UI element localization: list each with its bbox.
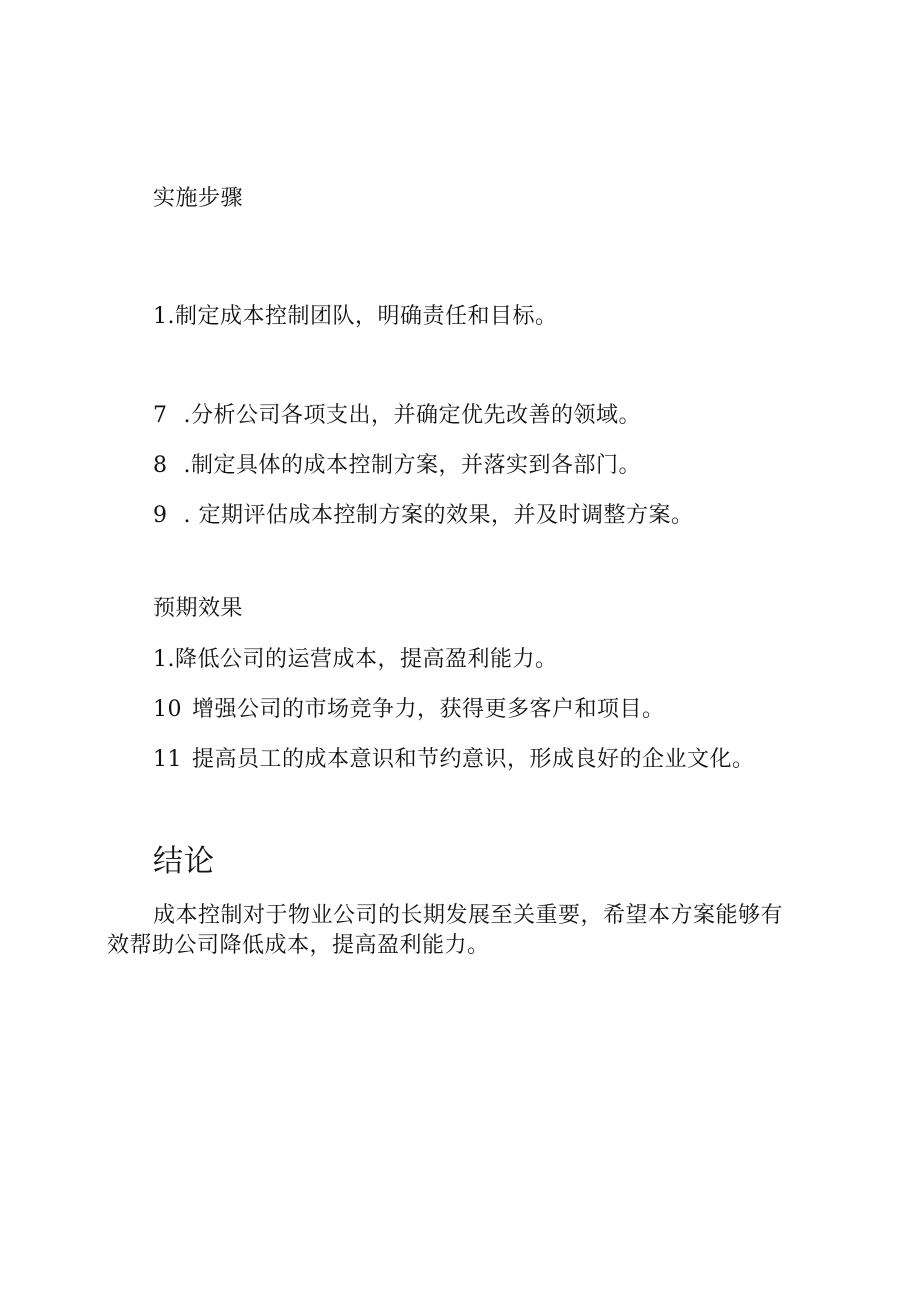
implementation-step-9 (153, 501, 694, 531)
section-title-implementation: 实施步骤 (153, 186, 244, 211)
implementation-step-8 (153, 451, 641, 481)
step-number: 1. (153, 304, 175, 329)
section-title-expected: 预期效果 (153, 596, 244, 621)
section-title-conclusion: 结论 (153, 844, 215, 879)
step-number: 7 (153, 403, 168, 428)
item-text: 降低公司的运营成本，提高盈利能力。 (175, 647, 558, 672)
step-text: .制定具体的成本控制方案，并落实到各部门。 (183, 453, 641, 478)
item-text: 提高员工的成本意识和节约意识，形成良好的企业文化。 (192, 747, 755, 772)
item-number: 10 (153, 697, 182, 722)
expected-item-11 (153, 745, 755, 775)
expected-item-10 (153, 695, 665, 725)
item-number: 11 (153, 747, 182, 772)
implementation-step-7 (153, 401, 641, 431)
step-number: 8 (153, 453, 168, 478)
item-text: 增强公司的市场竞争力，获得更多客户和项目。 (192, 697, 665, 722)
implementation-step-1 (153, 302, 558, 332)
step-text: . 定期评估成本控制方案的效果，并及时调整方案。 (183, 503, 694, 528)
conclusion-paragraph-line-1: 成本控制对于物业公司的长期发展至关重要，希望本方案能够有 (153, 903, 784, 928)
step-text: .分析公司各项支出，并确定优先改善的领域。 (183, 403, 641, 428)
expected-item-1 (153, 645, 558, 675)
conclusion-paragraph-line-2: 效帮助公司降低成本，提高盈利能力。 (107, 933, 490, 958)
step-text: 制定成本控制团队，明确责任和目标。 (175, 304, 558, 329)
item-number: 1. (153, 647, 175, 672)
step-number: 9 (153, 503, 168, 528)
